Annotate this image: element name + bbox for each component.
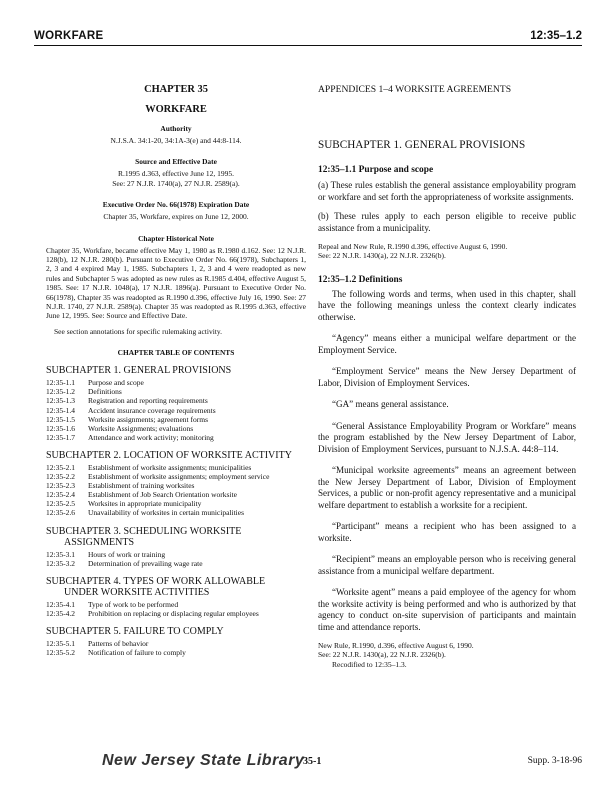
annotations-note: See section annotations for specific rulemaking activity. [54, 326, 223, 336]
chapter-number: CHAPTER 35 [144, 84, 208, 95]
section-1-1-note-1: Repeal and New Rule, R.1990 d.396, effective August 6, 1990. [318, 242, 508, 251]
toc-entry[interactable] [46, 609, 306, 618]
toc-entry[interactable] [46, 639, 306, 648]
toc-entry[interactable] [46, 424, 306, 433]
toc-entry[interactable] [46, 508, 306, 517]
toc-number: 12:35-2.5 [46, 499, 75, 509]
toc-number: 12:35-1.7 [46, 432, 75, 442]
toc-number: 12:35-5.1 [46, 638, 75, 648]
header-rule [34, 45, 582, 46]
definition-paragraph: “General Assistance Employability Program or Workfare” means the program established by the New Jersey Department of Labor, Division of Employment Services, pursuant to N.J.S.A. 44:8–114. [318, 420, 576, 454]
historical-note-text: Chapter 35, Workfare, became effective May 1, 1980 as R.1980 d.162. See: 12 N.J.R. 128(b), 12 N.J.R. 280(b). Pursuant to Executive Order No. 66(1978), Subchapters 1, 2, 3 and 4 expired May 1, 1985. Subchapters 1, 2, 3 and 4 were readopted as new rules and Subchapter 5 was adopted as new rules as R.1985 d.404, effective August 5, 1985. See: 17 N.J.R. 1048(a), 17 N.J.R. 1896(a). Pursuant to Executive Order No. 66(1978), Chapter 35 was readopted as R.1990 d.396, effective July 16, 1990. See: 27 N.J.R. 1740, 27 N.J.R. 2589(a). Chapter 35 was readopted as R.1995 d.363, effective June 12, 1995. See: Source and Effective Date. [46, 245, 306, 321]
subchapter-title: SUBCHAPTER 2. LOCATION OF WORKSITE ACTIVITY [46, 449, 292, 461]
subchapter-1-heading: SUBCHAPTER 1. GENERAL PROVISIONS [318, 139, 526, 151]
right-column [318, 66, 576, 669]
historical-note-heading: Chapter Historical Note [138, 233, 214, 243]
subchapter-toc-3 [46, 526, 306, 568]
section-1-1-note-2: See: 22 N.J.R. 1430(a), 22 N.J.R. 2326(b). [318, 251, 446, 261]
executive-order-text: Chapter 35, Workfare, expires on June 12, 2000. [103, 212, 249, 222]
toc-entry[interactable] [46, 463, 306, 472]
toc-entry[interactable] [46, 648, 306, 657]
chapter-title: WORKFARE [145, 104, 207, 115]
subchapter-title: SUBCHAPTER 1. GENERAL PROVISIONS [46, 365, 232, 377]
source-heading: Source and Effective Date [135, 157, 217, 167]
toc-text: Establishment of worksite assignments; municipalities [88, 462, 252, 472]
toc-text: Establishment of worksite assignments; employment service [88, 472, 270, 482]
toc-number: 12:35-3.1 [46, 549, 75, 559]
toc-entry[interactable] [46, 433, 306, 442]
toc-text: Hours of work or training [88, 549, 166, 559]
section-1-1-heading: 12:35–1.1 Purpose and scope [318, 165, 434, 175]
authority-text: N.J.S.A. 34:1-20, 34:1A-3(e) and 44:8-114. [110, 136, 242, 145]
toc-entry[interactable] [46, 550, 306, 559]
toc-number: 12:35-1.2 [46, 387, 75, 397]
toc-entry[interactable] [46, 481, 306, 490]
section-1-1-paragraph-a: (a) These rules establish the general assistance employability program or workfare and set forth the appropriateness of worksite assignments. [318, 180, 576, 202]
appendices-line: APPENDICES 1–4 WORKSITE AGREEMENTS [318, 84, 512, 95]
definition-paragraph: “Participant” means a recipient who has been assigned to a worksite. [318, 521, 576, 543]
toc-number: 12:35-1.6 [46, 423, 75, 433]
definition-paragraph: “Recipient” means an employable person who is receiving general assistance from a municipal welfare department. [318, 554, 576, 576]
toc-number: 12:35-2.1 [46, 462, 75, 472]
section-1-2-heading: 12:35–1.2 Definitions [318, 274, 403, 285]
left-column [46, 66, 306, 657]
library-watermark: New Jersey State Library [102, 752, 305, 769]
toc-heading: CHAPTER TABLE OF CONTENTS [117, 348, 235, 358]
toc-number: 12:35-4.2 [46, 608, 75, 618]
toc-entry[interactable] [46, 559, 306, 568]
section-1-2-note-3: Recodified to 12:35–1.3. [332, 659, 407, 669]
page-number: 35-1 [303, 756, 322, 767]
toc-entry[interactable] [46, 415, 306, 424]
header-title: WORKFARE [34, 30, 104, 42]
toc-entry[interactable] [46, 387, 306, 396]
running-header [34, 24, 582, 46]
toc-number: 12:35-3.2 [46, 558, 75, 568]
toc-entry[interactable] [46, 490, 306, 499]
toc-number: 12:35-1.3 [46, 396, 75, 406]
subchapter-toc-5 [46, 626, 306, 657]
toc-text: Worksite assignments; agreement forms [88, 414, 208, 424]
subchapter-title-continued: UNDER WORKSITE ACTIVITIES [64, 586, 210, 598]
toc-entry[interactable] [46, 406, 306, 415]
subchapter-toc-2 [46, 450, 306, 518]
toc-text: Type of work to be performed [88, 599, 179, 609]
source-line-2: See: 27 N.J.R. 1740(a), 27 N.J.R. 2589(a). [112, 178, 240, 188]
subchapter-title-continued: ASSIGNMENTS [64, 536, 135, 548]
definition-paragraph: “Employment Service” means the New Jersey Department of Labor, Division of Employment Services. [318, 366, 576, 388]
toc-text: Definitions [88, 387, 122, 397]
toc-number: 12:35-4.1 [46, 599, 75, 609]
toc-text: Accident insurance coverage requirements [88, 405, 216, 415]
authority-heading: Authority [160, 124, 192, 133]
toc-entry[interactable] [46, 396, 306, 405]
toc-text: Unavailability of worksites in certain municipalities [88, 508, 245, 518]
subchapter-toc-4 [46, 576, 306, 618]
subchapter-toc-1 [46, 365, 306, 442]
section-1-1-paragraph-b: (b) These rules apply to each person eligible to receive public assistance from a municipality. [318, 211, 576, 233]
definitions-intro: The following words and terms, when used in this chapter, shall have the following meanings unless the context clearly indicates otherwise. [318, 288, 576, 322]
definition-paragraph: “Agency” means either a municipal welfare department or the Employment Service. [318, 333, 576, 355]
toc-entry[interactable] [46, 499, 306, 508]
toc-text: Purpose and scope [88, 378, 144, 388]
source-line-1: R.1995 d.363, effective June 12, 1995. [117, 169, 235, 179]
header-section-number: 12:35–1.2 [530, 30, 582, 42]
toc-entry[interactable] [46, 600, 306, 609]
subchapter-title: SUBCHAPTER 4. TYPES OF WORK ALLOWABLE [46, 575, 266, 587]
section-1-2-note-1: New Rule, R.1990, d.396, effective August 6, 1990. [318, 641, 474, 651]
toc-number: 12:35-2.2 [46, 472, 75, 482]
toc-text: Attendance and work activity; monitoring [88, 432, 214, 442]
toc-entry[interactable] [46, 472, 306, 481]
toc-entry[interactable] [46, 378, 306, 387]
toc-number: 12:35-1.4 [46, 405, 75, 415]
toc-number: 12:35-5.2 [46, 647, 75, 657]
toc-text: Determination of prevailing wage rate [88, 558, 203, 568]
definition-paragraph: “GA” means general assistance. [332, 399, 449, 410]
toc-text: Prohibition on replacing or displacing regular employees [88, 608, 259, 618]
definition-paragraph: “Worksite agent” means a paid employee of the agency for whom the worksite activity is being performed and who is authorized by that agency to conduct on-site supervision of participants and maintain time and attendance reports. [318, 587, 576, 632]
toc-text: Notification of failure to comply [88, 647, 186, 657]
toc-text: Establishment of Job Search Orientation worksite [88, 490, 237, 500]
supplement-date: Supp. 3-18-96 [527, 756, 582, 766]
toc-text: Establishment of training worksites [88, 481, 195, 491]
executive-order-heading: Executive Order No. 66(1978) Expiration Date [102, 200, 250, 210]
toc-number: 12:35-1.1 [46, 378, 75, 388]
toc-text: Registration and reporting requirements [88, 396, 208, 406]
subchapter-title: SUBCHAPTER 5. FAILURE TO COMPLY [46, 625, 224, 637]
toc-number: 12:35-2.4 [46, 490, 75, 500]
toc-text: Worksite Assignments; evaluations [88, 423, 194, 433]
subchapter-title: SUBCHAPTER 3. SCHEDULING WORKSITE [46, 525, 242, 537]
toc-text: Patterns of behavior [88, 638, 149, 648]
section-1-2-note-2: See: 22 N.J.R. 1430(a), 22 N.J.R. 2326(b). [318, 650, 446, 660]
toc-number: 12:35-2.6 [46, 508, 75, 518]
toc-number: 12:35-2.3 [46, 481, 75, 491]
definition-paragraph: “Municipal worksite agreements” means an agreement between the New Jersey Department of Labor, Division of Employment Services, a public or non-profit agency representative and a municipal welfare department to establish a worksite for a recipient. [318, 465, 576, 510]
toc-number: 12:35-1.5 [46, 414, 75, 424]
toc-text: Worksites in appropriate municipality [88, 499, 202, 509]
